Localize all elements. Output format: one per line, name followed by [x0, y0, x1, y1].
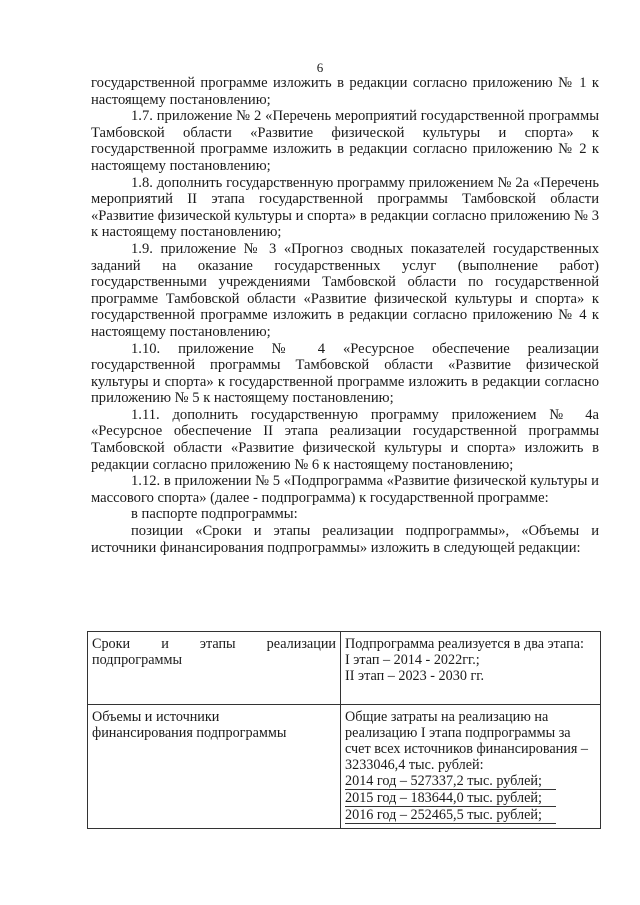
document-body [91, 75, 599, 556]
cell-label-line: подпрограммы [92, 652, 182, 668]
cell-label-line: финансирования подпрограммы [92, 725, 287, 741]
paragraph-1-7: 1.7. приложение № 2 «Перечень мероприятий государственной программы Тамбовской области «Развитие физической культуры и спорта» к государственной программе изложить в редакции согласно приложению № 2 к настоящему постановлению; [91, 108, 599, 174]
table-cell-value [341, 705, 601, 829]
paragraph-1-8: 1.8. дополнить государственную программу приложением № 2а «Перечень мероприятий II этапа государственной программы Тамбовской области «Развитие физической культуры и спорта» в редакции согласно приложению № 3 к настоящему постановлению; [91, 174, 599, 241]
paragraph-1-9: 1.9. приложение № 3 «Прогноз сводных показателей государственных заданий на оказание государственных услуг (выполнение работ) государственными учреждениями Тамбовской области по государственной программе Тамбовской области «Развитие физической культуры и спорта» к государственной программе изложить в редакции согласно приложению № 4 к настоящему постановлению; [91, 240, 599, 340]
cell-value-line: 3233046,4 тыс. рублей: [345, 757, 484, 773]
paragraph-passport: в паспорте подпрограммы: [131, 506, 298, 523]
paragraph-1-10: 1.10. приложение № 4 «Ресурсное обеспечение реализации государственной программы Тамбовской области «Развитие физической культуры и спорта» к государственной программе изложить в редакции согласно приложению № 5 к настоящему постановлению; [91, 340, 599, 407]
table-cell-label [88, 632, 341, 705]
cell-label-line: Объемы и источники [92, 709, 220, 725]
cell-value-line: 2016 год – 252465,5 тыс. рублей; [345, 807, 556, 824]
table-cell-value [341, 632, 601, 705]
paragraph-positions: позиции «Сроки и этапы реализации подпрограммы», «Объемы и источники финансирования подпрограммы» изложить в следующей редакции: [91, 523, 599, 556]
table-row [88, 632, 601, 705]
cell-value-line: Подпрограмма реализуется в два этапа: [345, 636, 584, 652]
passport-table [87, 631, 601, 829]
paragraph-1-11: 1.11. дополнить государственную программу приложением № 4а «Ресурсное обеспечение II этапа реализации государственной программы Тамбовской области «Развитие физической культуры и спорта» изложить в редакции согласно приложению № 6 к настоящему постановлению; [91, 406, 599, 473]
cell-value-line: 2015 год – 183644,0 тыс. рублей; [345, 790, 556, 807]
table-row [88, 705, 601, 829]
cell-value-line: II этап – 2023 - 2030 гг. [345, 668, 485, 684]
paragraph-1-12: 1.12. в приложении № 5 «Подпрограмма «Развитие физической культуры и массового спорта» (далее - подпрограмма) к государственной программе: [91, 473, 599, 506]
cell-value-line: I этап – 2014 - 2022гг.; [345, 652, 480, 668]
cell-value-line: Общие затраты на реализацию на реализацию I этапа подпрограммы за счет всех источников финансирования – [345, 709, 588, 757]
paragraph-continuation: государственной программе изложить в редакции согласно приложению № 1 к настоящему постановлению; [91, 75, 599, 108]
cell-label-line: Сроки и этапы реализации [92, 636, 336, 652]
page-number: 6 [316, 60, 324, 75]
cell-value-line: 2014 год – 527337,2 тыс. рублей; [345, 773, 556, 790]
table-cell-label [88, 705, 341, 829]
